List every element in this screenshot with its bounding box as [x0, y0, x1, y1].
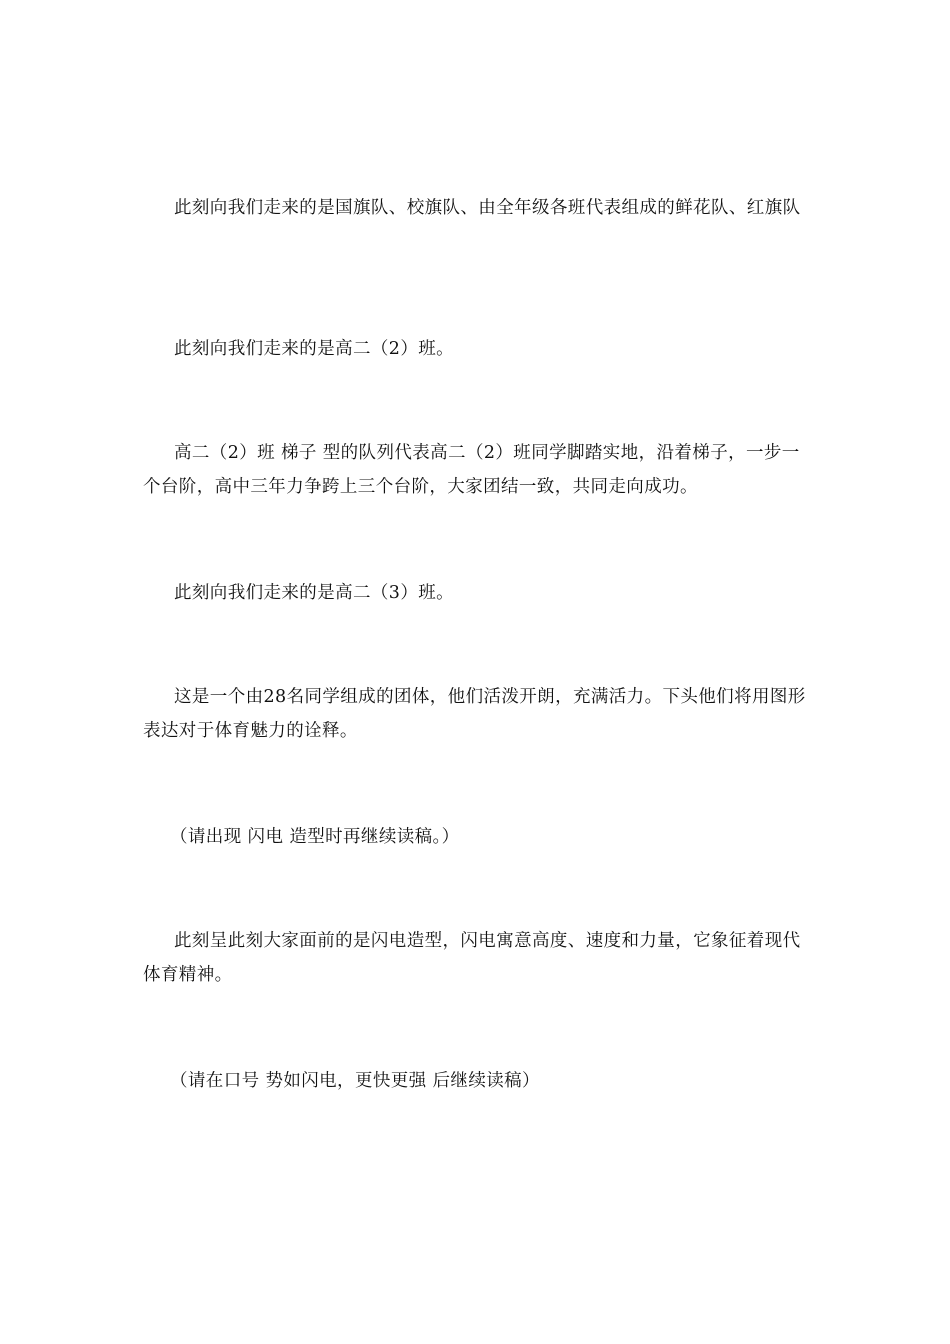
stage-direction-slogan: （请在口号 势如闪电，更快更强 后继续读稿） — [170, 1071, 540, 1091]
paragraph-lightning-formation: 此刻呈此刻大家面前的是闪电造型，闪电寓意高度、速度和力量，它象征着现代体育精神。 — [143, 931, 801, 985]
paragraph-class-3-description: 这是一个由28名同学组成的团体，他们活泼开朗，充满活力。下头他们将用图形表达对于体育魅力的诠释。 — [143, 687, 806, 741]
paragraph-class-2-intro: 此刻向我们走来的是高二（2）班。 — [174, 339, 455, 359]
paragraph-class-3-intro: 此刻向我们走来的是高二（3）班。 — [174, 583, 455, 603]
stage-direction-lightning: （请出现 闪电 造型时再继续读稿。） — [170, 827, 460, 847]
paragraph-class-2-ladder: 高二（2）班 梯子 型的队列代表高二（2）班同学脚踏实地，沿着梯子，一步一个台阶，高中三年力争跨上三个台阶，大家团结一致，共同走向成功。 — [143, 443, 800, 497]
paragraph-flag-teams: 此刻向我们走来的是国旗队、校旗队、由全年级各班代表组成的鲜花队、红旗队 — [174, 198, 801, 218]
